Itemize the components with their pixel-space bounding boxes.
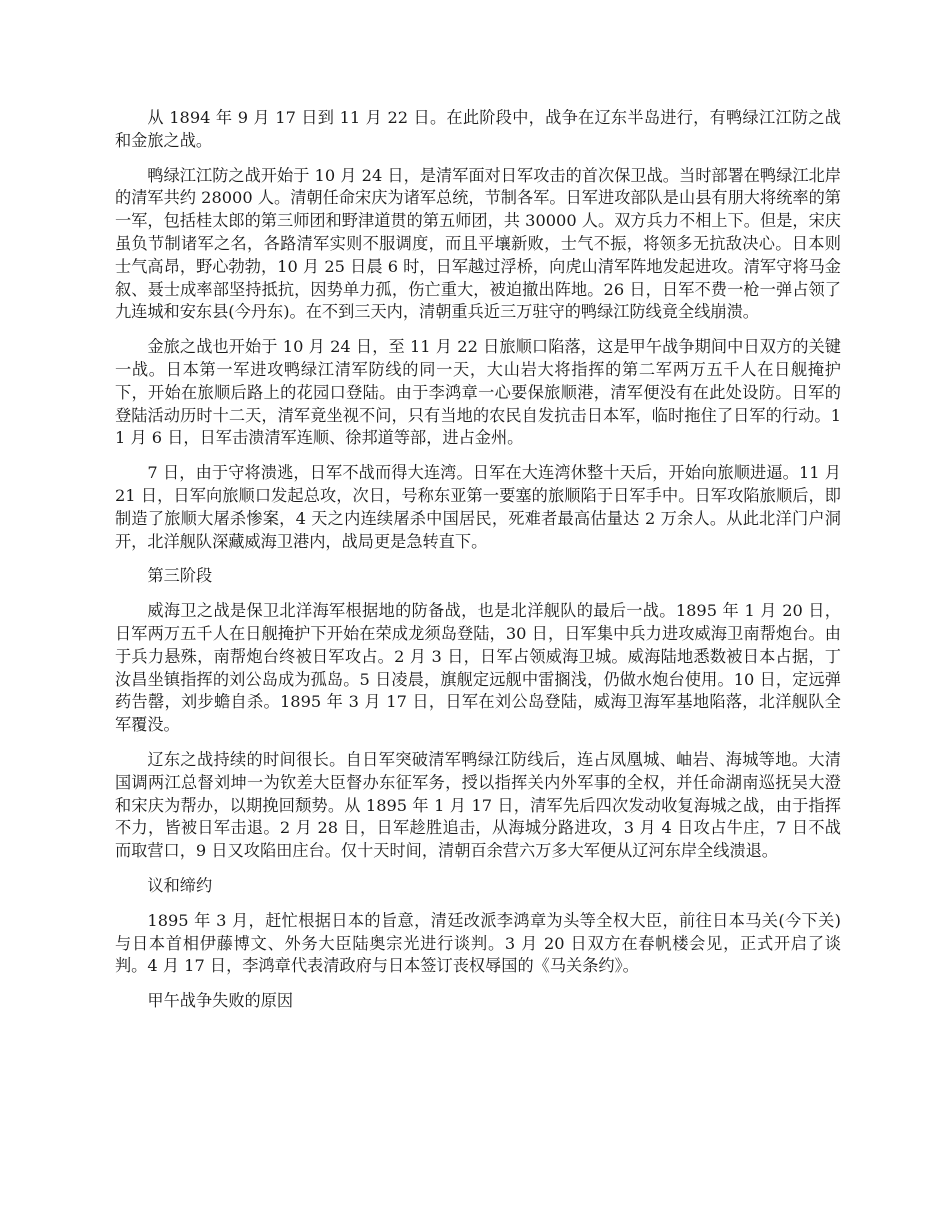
- section-heading-defeat-reasons: 甲午战争失败的原因: [147, 991, 294, 1011]
- paragraph-first-stage-intro: 从 1894 年 9 月 17 日到 11 月 22 日。在此阶段中，战争在辽东半岛进行，有鸭绿江江防之战和金旅之战。: [115, 108, 841, 150]
- paragraph-jinlu-battle: 金旅之战也开始于 10 月 24 日，至 11 月 22 日旅顺口陷落，这是甲午战争期间中日双方的关键一战。日本第一军进攻鸭绿江清军防线的同一天，大山岩大将指挥的第二军两万五千人在日舰掩护下，开始在旅顺后路上的花园口登陆。由于李鸿章一心要保旅顺港，清军便没有在此处设防。日军的登陆活动历时十二天，清军竟坐视不问，只有当地的农民自发抗击日本军，临时拖住了日军的行动。11 月 6 日，日军击溃清军连顺、徐邦道等部，进占金州。: [115, 337, 841, 448]
- paragraph-yalu-river-battle: 鸭绿江江防之战开始于 10 月 24 日，是清军面对日军攻击的首次保卫战。当时部署在鸭绿江北岸的清军共约 28000 人。清朝任命宋庆为诸军总统，节制各军。日军进攻部队是山县有朋大将统率的第一军，包括桂太郎的第三师团和野津道贯的第五师团，共 30000 人。双方兵力不相上下。但是，宋庆虽负节制诸军之名，各路清军实则不服调度，而且平壤新败，士气不振，将领多无抗敌决心。日本则士气高昂，野心勃勃，10 月 25 日晨 6 时，日军越过浮桥，向虎山清军阵地发起进攻。清军守将马金叙、聂士成率部坚持抵抗，因势单力孤，伤亡重大，被迫撤出阵地。26 日，日军不费一枪一弹占领了九连城和安东县(今丹东)。在不到三天内，清朝重兵近三万驻守的鸭绿江防线竟全线崩溃。: [115, 165, 841, 322]
- paragraph-shimonoseki-treaty: 1895 年 3 月，赶忙根据日本的旨意，清廷改派李鸿章为头等全权大臣，前往日本马关(今下关)与日本首相伊藤博文、外务大臣陆奥宗光进行谈判。3 月 20 日双方在春帆楼会见，正式开启了谈判。4 月 17 日，李鸿章代表清政府与日本签订丧权辱国的《马关条约》。: [115, 910, 841, 976]
- section-heading-peace-treaty: 议和缔约: [147, 875, 213, 895]
- paragraph-liaodong-battle: 辽东之战持续的时间很长。自日军突破清军鸭绿江防线后，连占凤凰城、岫岩、海城等地。大清国调两江总督刘坤一为钦差大臣督办东征军务，授以指挥关内外军事的全权，并任命湖南巡抚吴大澄和宋庆为帮办，以期挽回颓势。从 1895 年 1 月 17 日，清军先后四次发动收复海城之战，由于指挥不力，皆被日军击退。2 月 28 日，日军趁胜追击，从海城分路进攻，3 月 4 日攻占牛庄，7 日不战而取营口，9 日又攻陷田庄台。仅十天时间，清朝百余营六万多大军便从辽河东岸全线溃退。: [115, 749, 841, 861]
- paragraph-weihaiwei-battle: 威海卫之战是保卫北洋海军根据地的防备战，也是北洋舰队的最后一战。1895 年 1 月 20 日，日军两万五千人在日舰掩护下开始在荣成龙须岛登陆，30 日，日军集中兵力进攻威海卫南帮炮台。由于兵力悬殊，南帮炮台终被日军攻占。2 月 3 日，日军占领威海卫城。威海陆地悉数被日本占据，丁汝昌坐镇指挥的刘公岛成为孤岛。5 日凌晨，旗舰定远舰中雷搁浅，仍做水炮台使用。10 日，定远弹药告罄，刘步蟾自杀。1895 年 3 月 17 日，日军在刘公岛登陆，威海卫海军基地陷落，北洋舰队全军覆没。: [115, 601, 841, 735]
- section-heading-third-stage: 第三阶段: [147, 566, 213, 586]
- paragraph-lushun-fall: 7 日，由于守将溃逃，日军不战而得大连湾。日军在大连湾休整十天后，开始向旅顺进逼。11 月 21 日，日军向旅顺口发起总攻，次日，号称东亚第一要塞的旅顺陷于日军手中。日军攻陷旅顺后，即制造了旅顺大屠杀惨案，4 天之内连续屠杀中国居民，死难者最高估量达 2 万余人。从此北洋门户洞开，北洋舰队深藏威海卫港内，战局更是急转直下。: [115, 463, 841, 551]
- document-body: [115, 107, 841, 1025]
